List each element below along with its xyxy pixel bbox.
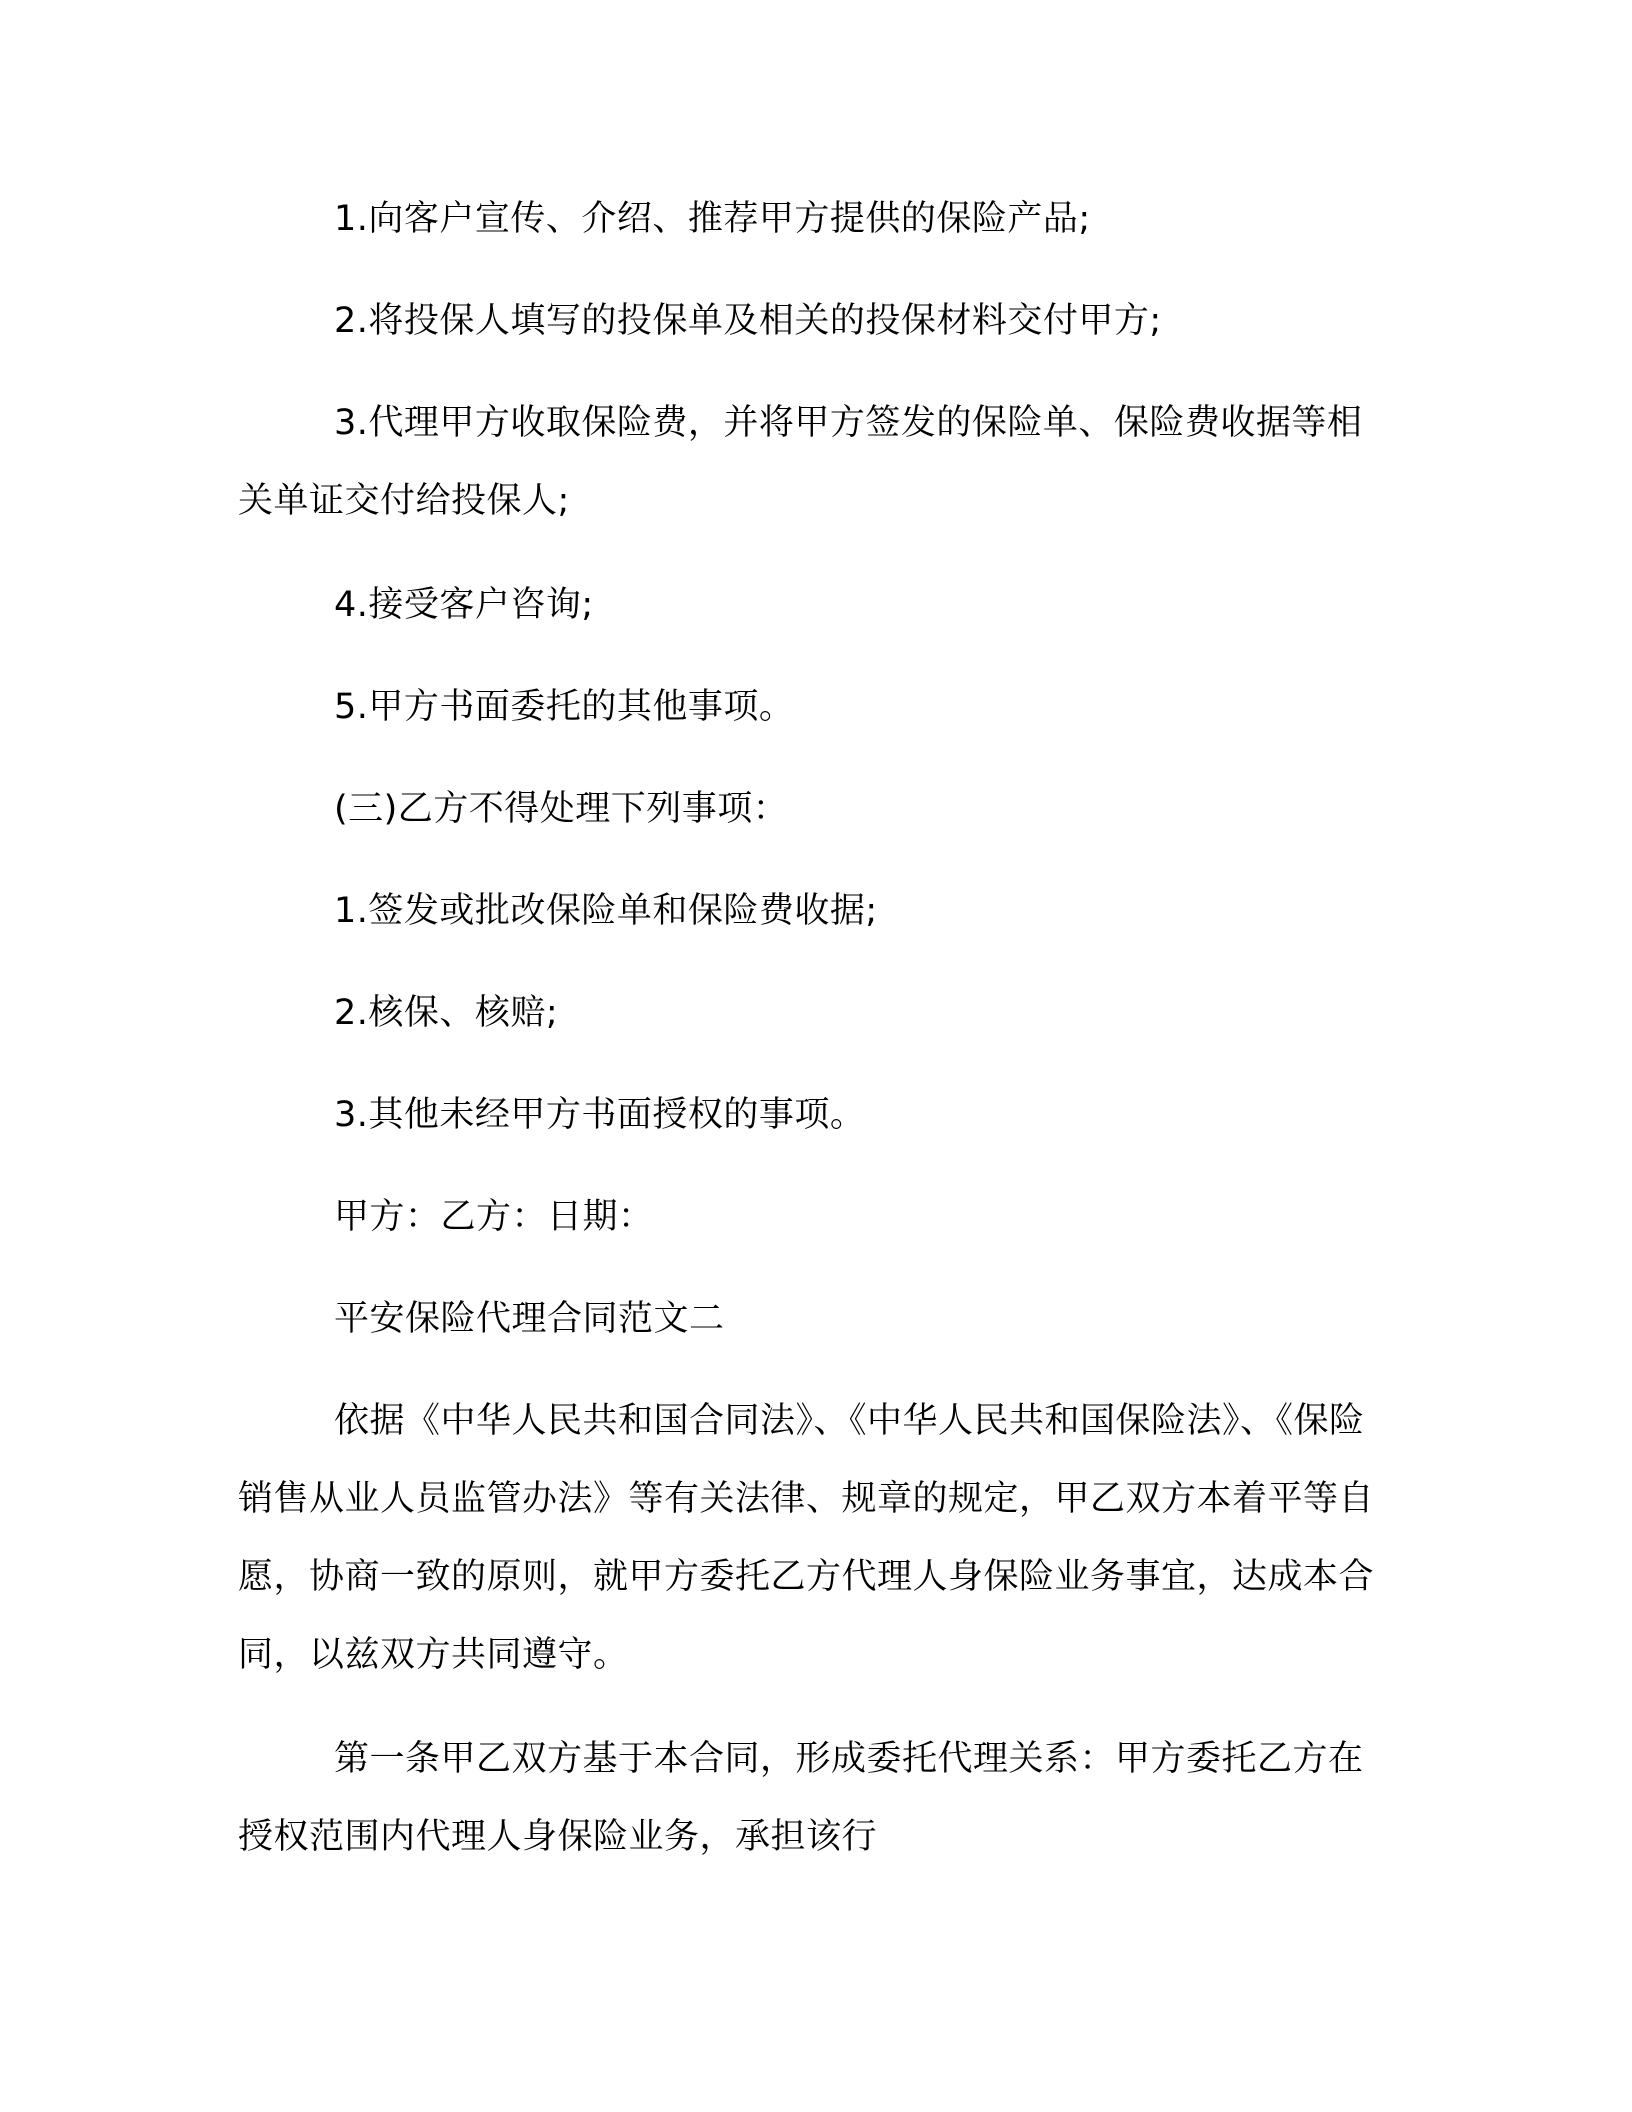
paragraph-item-8: 3.其他未经甲方书面授权的事项。 (334, 1095, 866, 1135)
document-subtitle: 平安保险代理合同范文二 (334, 1299, 725, 1339)
article-one-paragraph: 第一条甲乙双方基于本合同，形成委托代理关系：甲方委托乙方在授权范围内代理人身保险业务，承担该行 (238, 1739, 1364, 1857)
section-heading-3: (三)乙方不得处理下列事项： (334, 789, 789, 829)
intro-paragraph: 依据《中华人民共和国合同法》、《中华人民共和国保险法》、《保险销售从业人员监管办法》等有关法律、规章的规定，甲乙双方本着平等自愿，协商一致的原则，就甲方委托乙方代理人身保险业务事宜，达成本合同，以兹双方共同遵守。 (238, 1401, 1375, 1675)
paragraph-item-5: 5.甲方书面委托的其他事项。 (334, 687, 795, 727)
paragraph-item-1: 1.向客户宣传、介绍、推荐甲方提供的保险产品; (334, 199, 1091, 239)
paragraph-item-7: 2.核保、核赔; (334, 993, 559, 1033)
paragraph-item-6: 1.签发或批改保险单和保险费收据; (334, 891, 878, 931)
paragraph-item-3: 3.代理甲方收取保险费，并将甲方签发的保险单、保险费收据等相关单证交付给投保人; (238, 403, 1363, 521)
signature-line: 甲方：乙方：日期： (334, 1197, 654, 1237)
paragraph-item-4: 4.接受客户咨询; (334, 585, 594, 625)
paragraph-item-2: 2.将投保人填写的投保单及相关的投保材料交付甲方; (334, 301, 1162, 341)
